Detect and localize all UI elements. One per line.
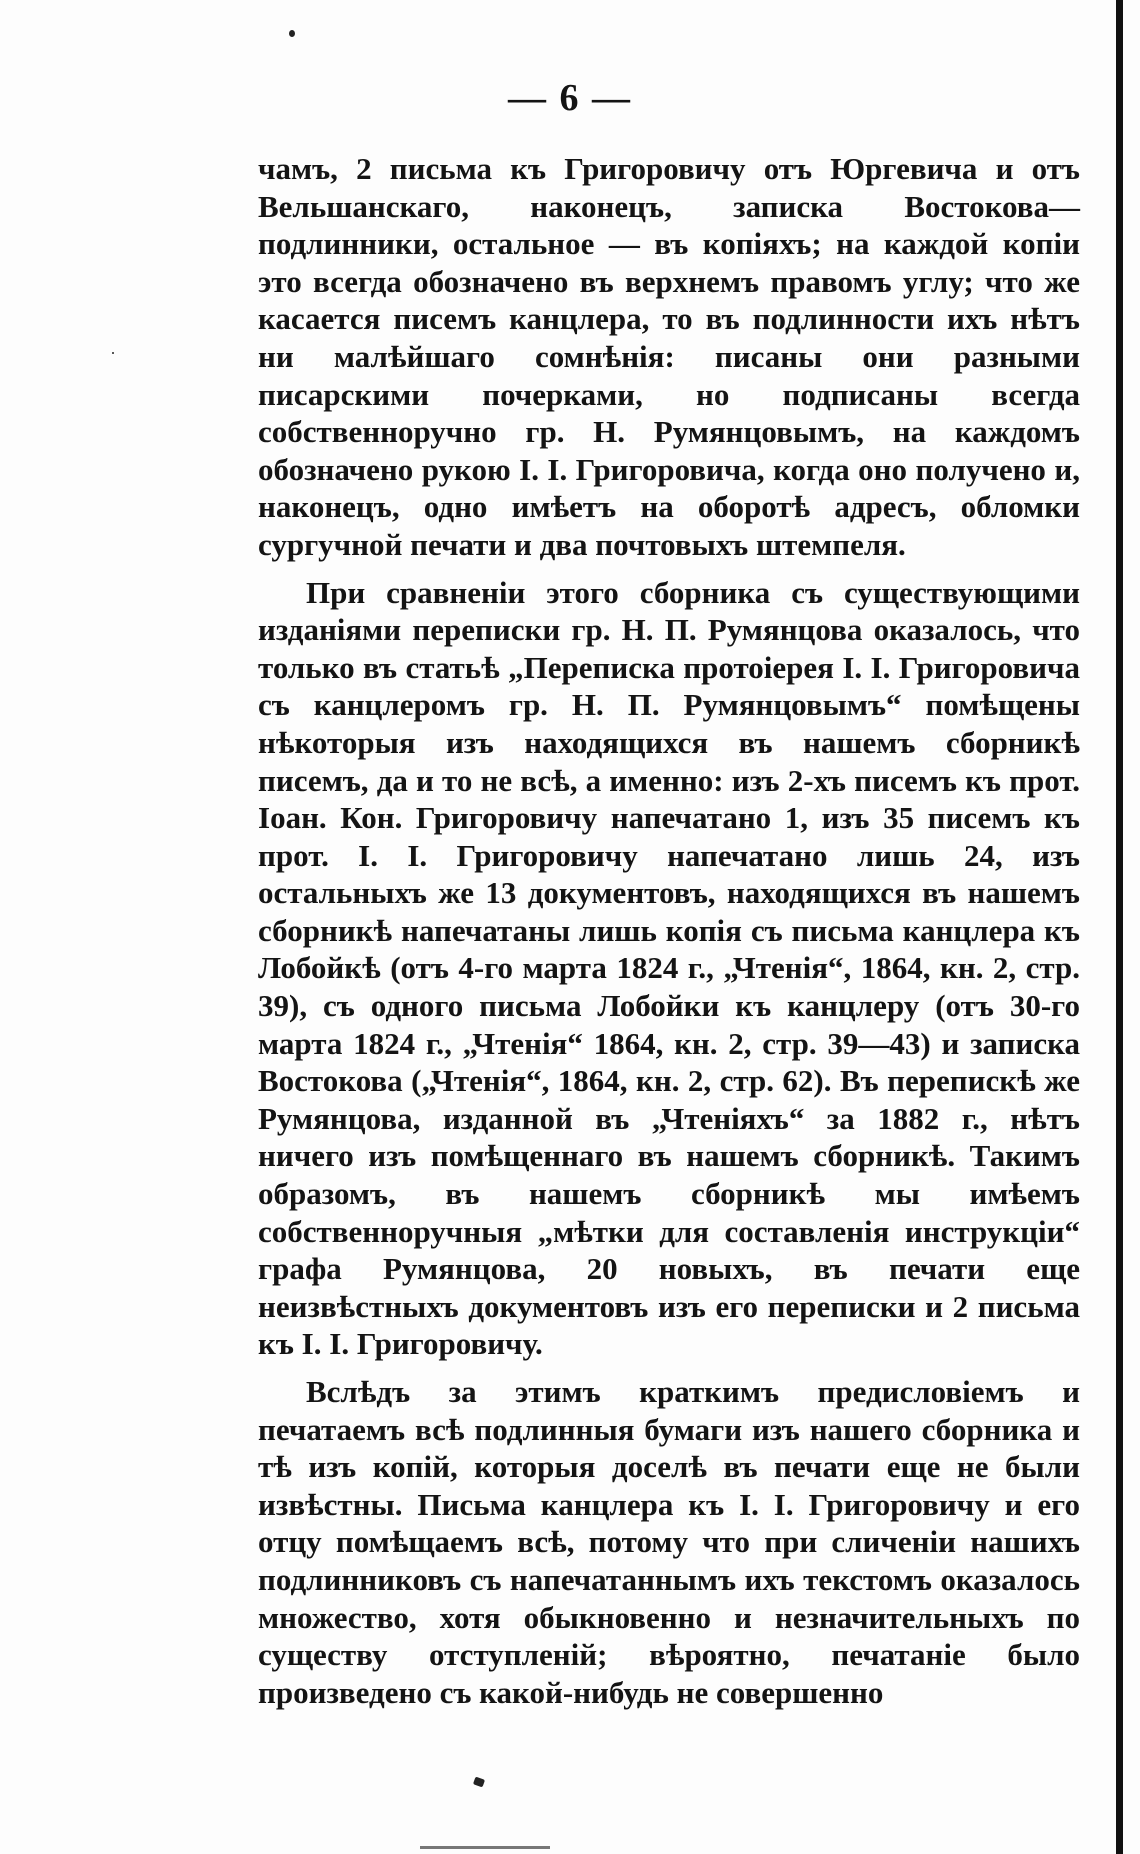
page-number: — 6 — [508,77,632,119]
ink-speck [112,352,114,354]
bottom-smudge [420,1846,550,1849]
page-edge-rule [1116,0,1123,1854]
paragraph: Вслѣдъ за этимъ краткимъ предисловіемъ и печатаемъ всѣ подлинныя бумаги изъ нашего сборника и тѣ изъ копій, которыя доселѣ въ печати еще не были извѣстны. Письма канцлера къ І. І. Григоровичу и его отцу помѣщаемъ всѣ, потому что при сличеніи нашихъ подлинниковъ съ напечатаннымъ ихъ текстомъ оказалось множество, хотя обыкновенно и незначительныхъ по существу отступленій; вѣроятно, печатаніе было произведено съ какой-нибудь не совершенно [258,1374,1080,1710]
ink-speck [289,30,295,37]
paragraph-continued: чамъ, 2 письма къ Григоровичу отъ Юргевича и отъ Вельшанскаго, наконецъ, записка Востокова—подлинники, остальное — въ копіяхъ; на каждой копіи это всегда обозначено въ верхнемъ правомъ углу; что же касается писемъ канцлера, то въ подлинности ихъ нѣтъ ни малѣйшаго сомнѣнія: писаны они разными писарскими почерками, но подписаны всегда собственноручно гр. Н. Румянцовымъ, на каждомъ обозначено рукою І. І. Григоровича, когда оно получено и, наконецъ, одно имѣетъ на оборотѣ адресъ, обломки сургучной печати и два почтовыхъ штемпеля. [258,151,1080,562]
paragraph: При сравненіи этого сборника съ существующими изданіями переписки гр. Н. П. Румянцова оказалось, что только въ статьѣ „Переписка протоіерея І. І. Григоровича съ канцлеромъ гр. Н. П. Румянцовымъ“ помѣщены нѣкоторыя изъ находящихся въ нашемъ сборникѣ писемъ, да и то не всѣ, а именно: изъ 2-хъ писемъ къ прот. Іоан. Кон. Григоровичу напечатано 1, изъ 35 писемъ къ прот. І. І. Григоровичу напечатано лишь 24, изъ остальныхъ же 13 документовъ, находящихся въ нашемъ сборникѣ напечатаны лишь копія съ письма канцлера къ Лобойкѣ (отъ 4-го марта 1824 г., „Чтенія“, 1864, кн. 2, стр. 39), съ одного письма Лобойки къ канцлеру (отъ 30-го марта 1824 г., „Чтенія“ 1864, кн. 2, стр. 39—43) и записка Востокова („Чтенія“, 1864, кн. 2, стр. 62). Въ перепискѣ же Румянцова, изданной въ „Чтеніяхъ“ за 1882 г., нѣтъ ничего изъ помѣщеннаго въ нашемъ сборникѣ. Такимъ образомъ, въ нашемъ сборникѣ мы имѣемъ собственноручныя „мѣтки для составленія инструкціи“ графа Румянцова, 20 новыхъ, въ печати еще неизвѣстныхъ документовъ изъ его переписки и 2 письма къ І. І. Григоровичу. [258,574,1080,1362]
ink-speck [473,1777,485,1788]
body-text [258,150,1080,1711]
